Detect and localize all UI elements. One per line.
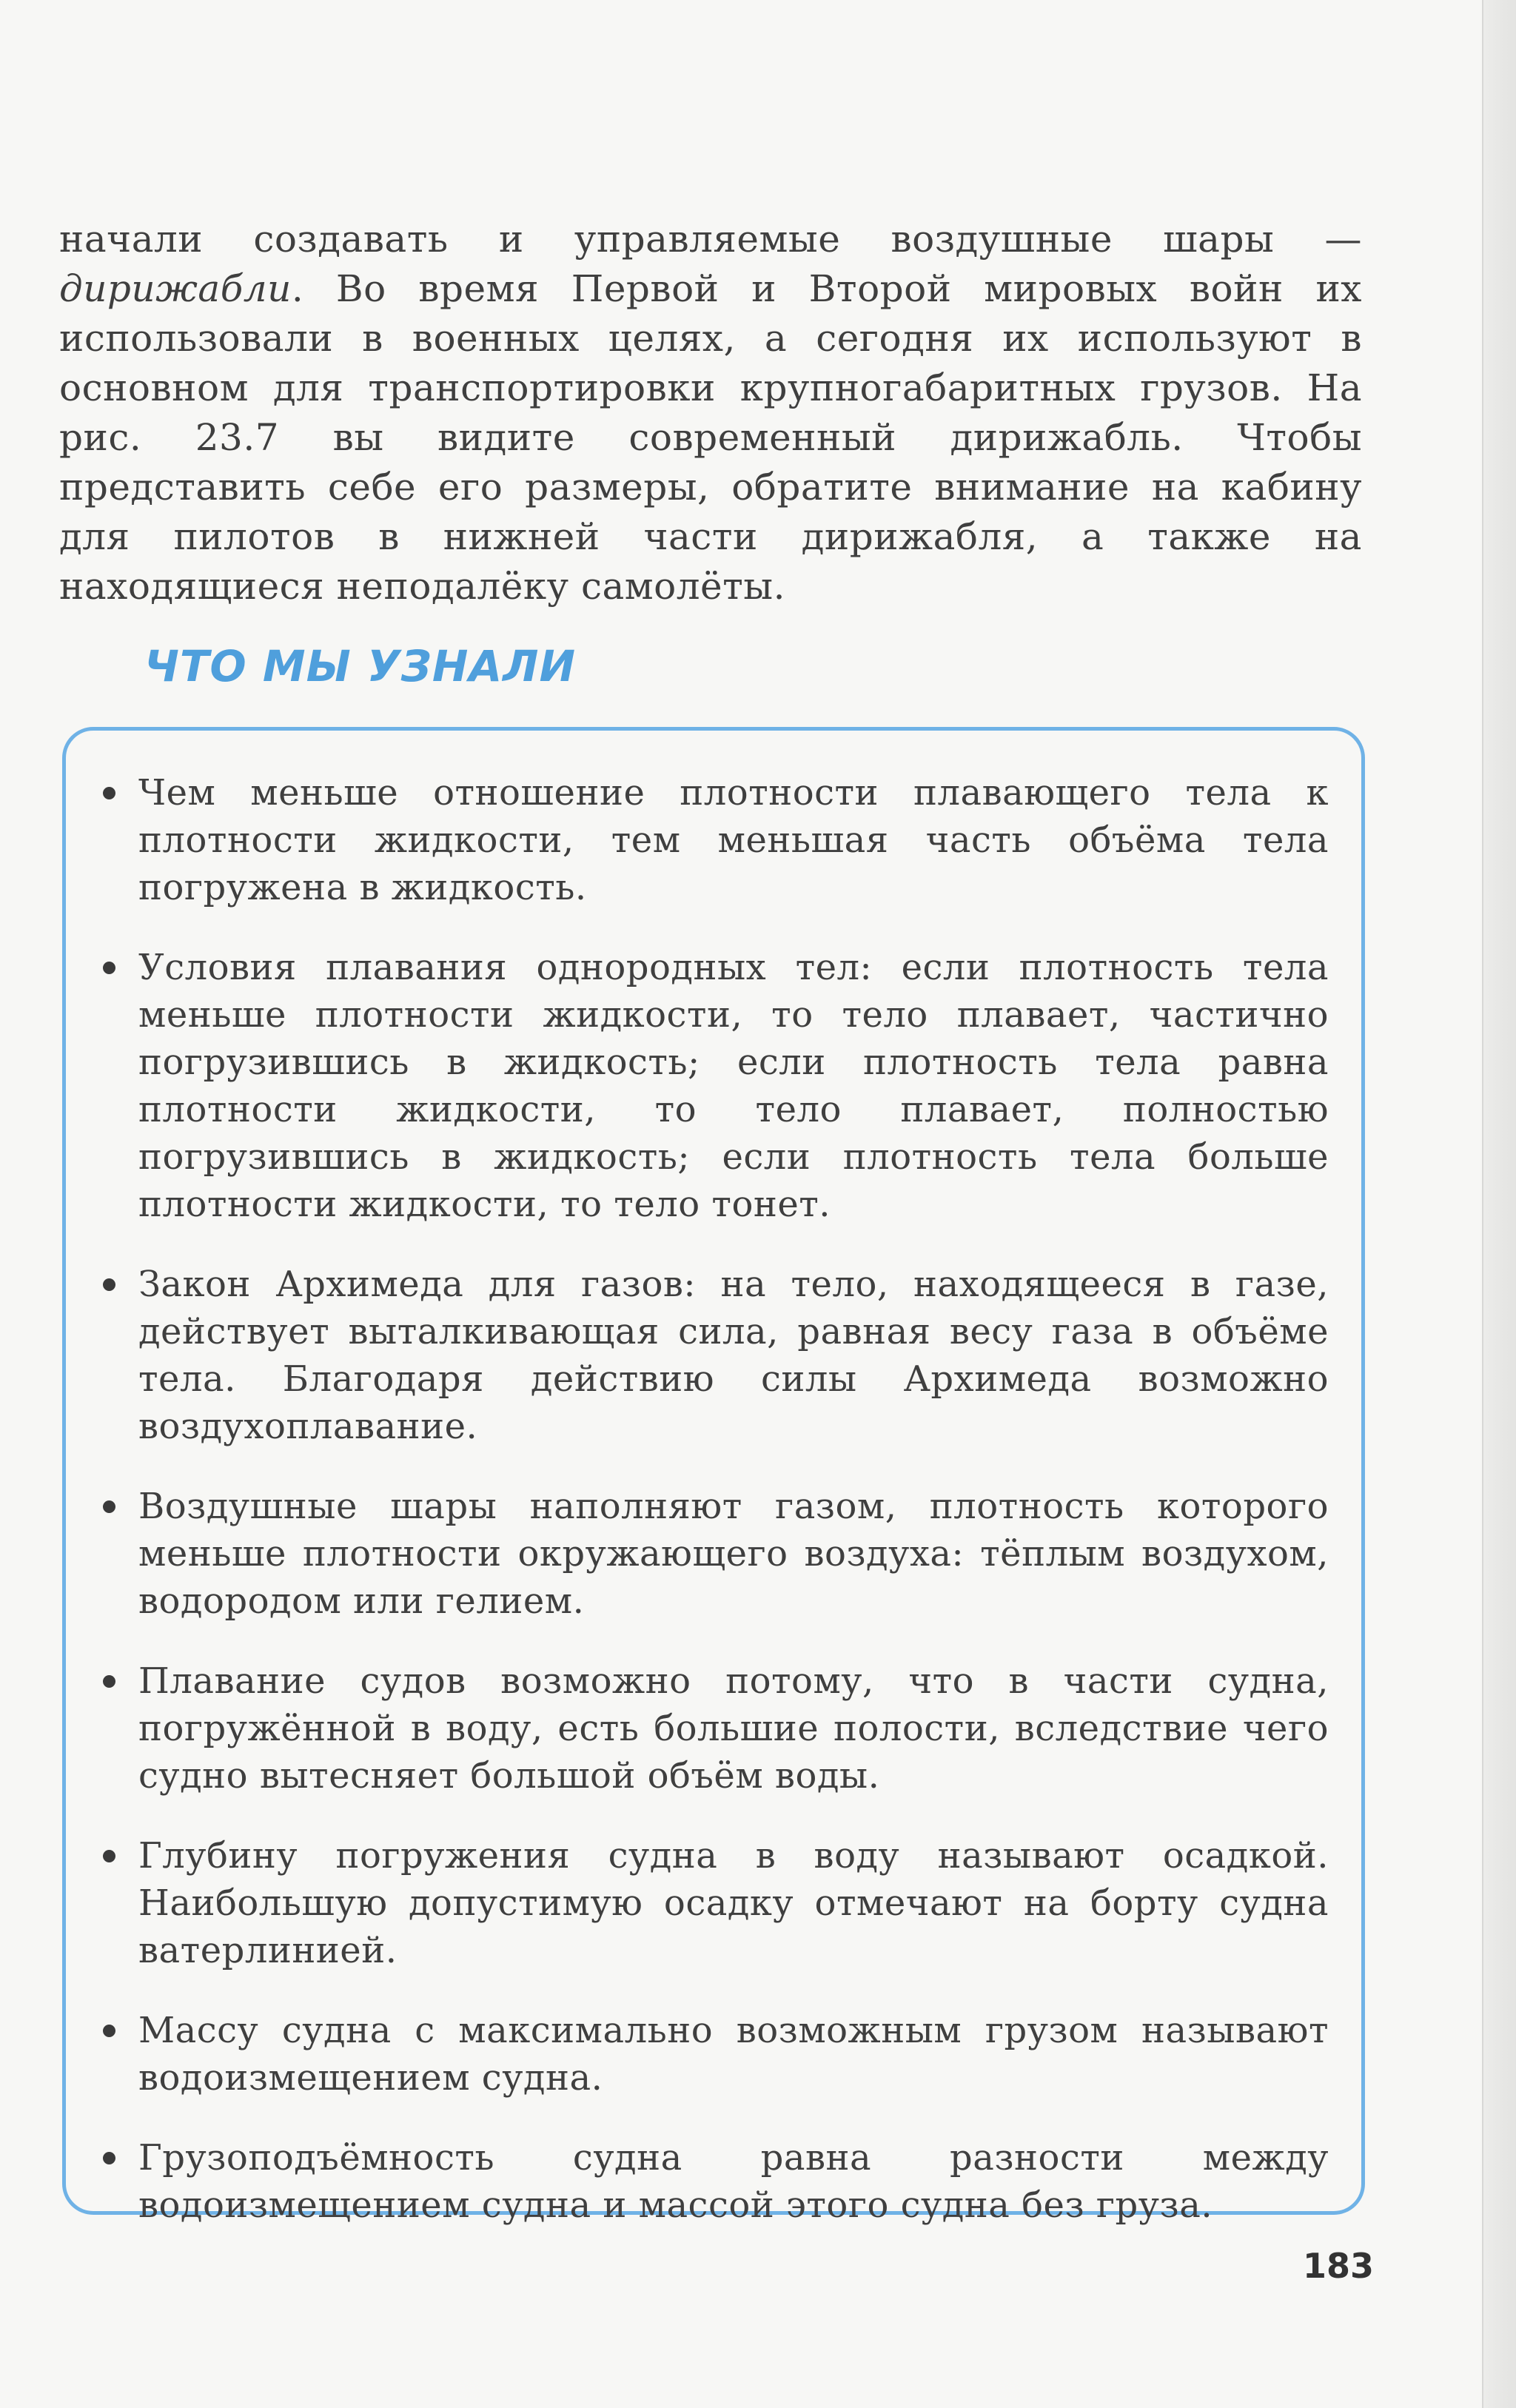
- summary-item: Плавание судов возможно потому, что в части судна, погружённой в воду, есть большие полости, вследствие чего судно вытесняет большой объём воды.: [101, 1657, 1329, 1800]
- intro-text-end: . Во время Первой и Второй мировых войн их использовали в военных целях, а сегодня их используют в основном для транспортировки крупногабаритных грузов. На рис. 23.7 вы видите современный дирижабль. Чтобы представить себе его размеры, обратите внимание на кабину для пилотов в нижней части дирижабля, а также на находящиеся неподалёку самолёты.: [59, 267, 1362, 608]
- intro-text-start: начали создавать и управляемые воздушные шары —: [59, 218, 1362, 261]
- intro-term: дирижабли: [59, 267, 292, 310]
- summary-list: [101, 769, 1329, 2229]
- summary-item: Чем меньше отношение плотности плавающего тела к плотности жидкости, тем меньшая часть объёма тела погружена в жидкость.: [101, 769, 1329, 911]
- summary-item: Условия плавания однородных тел: если плотность тела меньше плотности жидкости, то тело плавает, частично погрузившись в жидкость; если плотность тела равна плотности жидкости, то тело плавает, полностью погрузившись в жидкость; если плотность тела больше плотности жидкости, то тело тонет.: [101, 944, 1329, 1228]
- section-title: ЧТО МЫ УЗНАЛИ: [144, 641, 577, 691]
- page-number: 183: [1303, 2246, 1375, 2286]
- summary-item: Грузоподъёмность судна равна разности между водоизмещением судна и массой этого судна без груза.: [101, 2134, 1329, 2229]
- page-edge: [1482, 0, 1516, 2408]
- summary-item: Глубину погружения судна в воду называют осадкой. Наибольшую допустимую осадку отмечают на борту судна ватерлинией.: [101, 1832, 1329, 1974]
- summary-item: Воздушные шары наполняют газом, плотность которого меньше плотности окружающего воздуха: тёплым воздухом, водородом или гелием.: [101, 1483, 1329, 1625]
- summary-item: Закон Архимеда для газов: на тело, находящееся в газе, действует выталкивающая сила, равная весу газа в объёме тела. Благодаря действию силы Архимеда возможно воздухоплавание.: [101, 1261, 1329, 1450]
- summary-box: [62, 727, 1365, 2226]
- summary-item: Массу судна с максимально возможным грузом называют водоизмещением судна.: [101, 2007, 1329, 2102]
- intro-paragraph: [59, 215, 1362, 611]
